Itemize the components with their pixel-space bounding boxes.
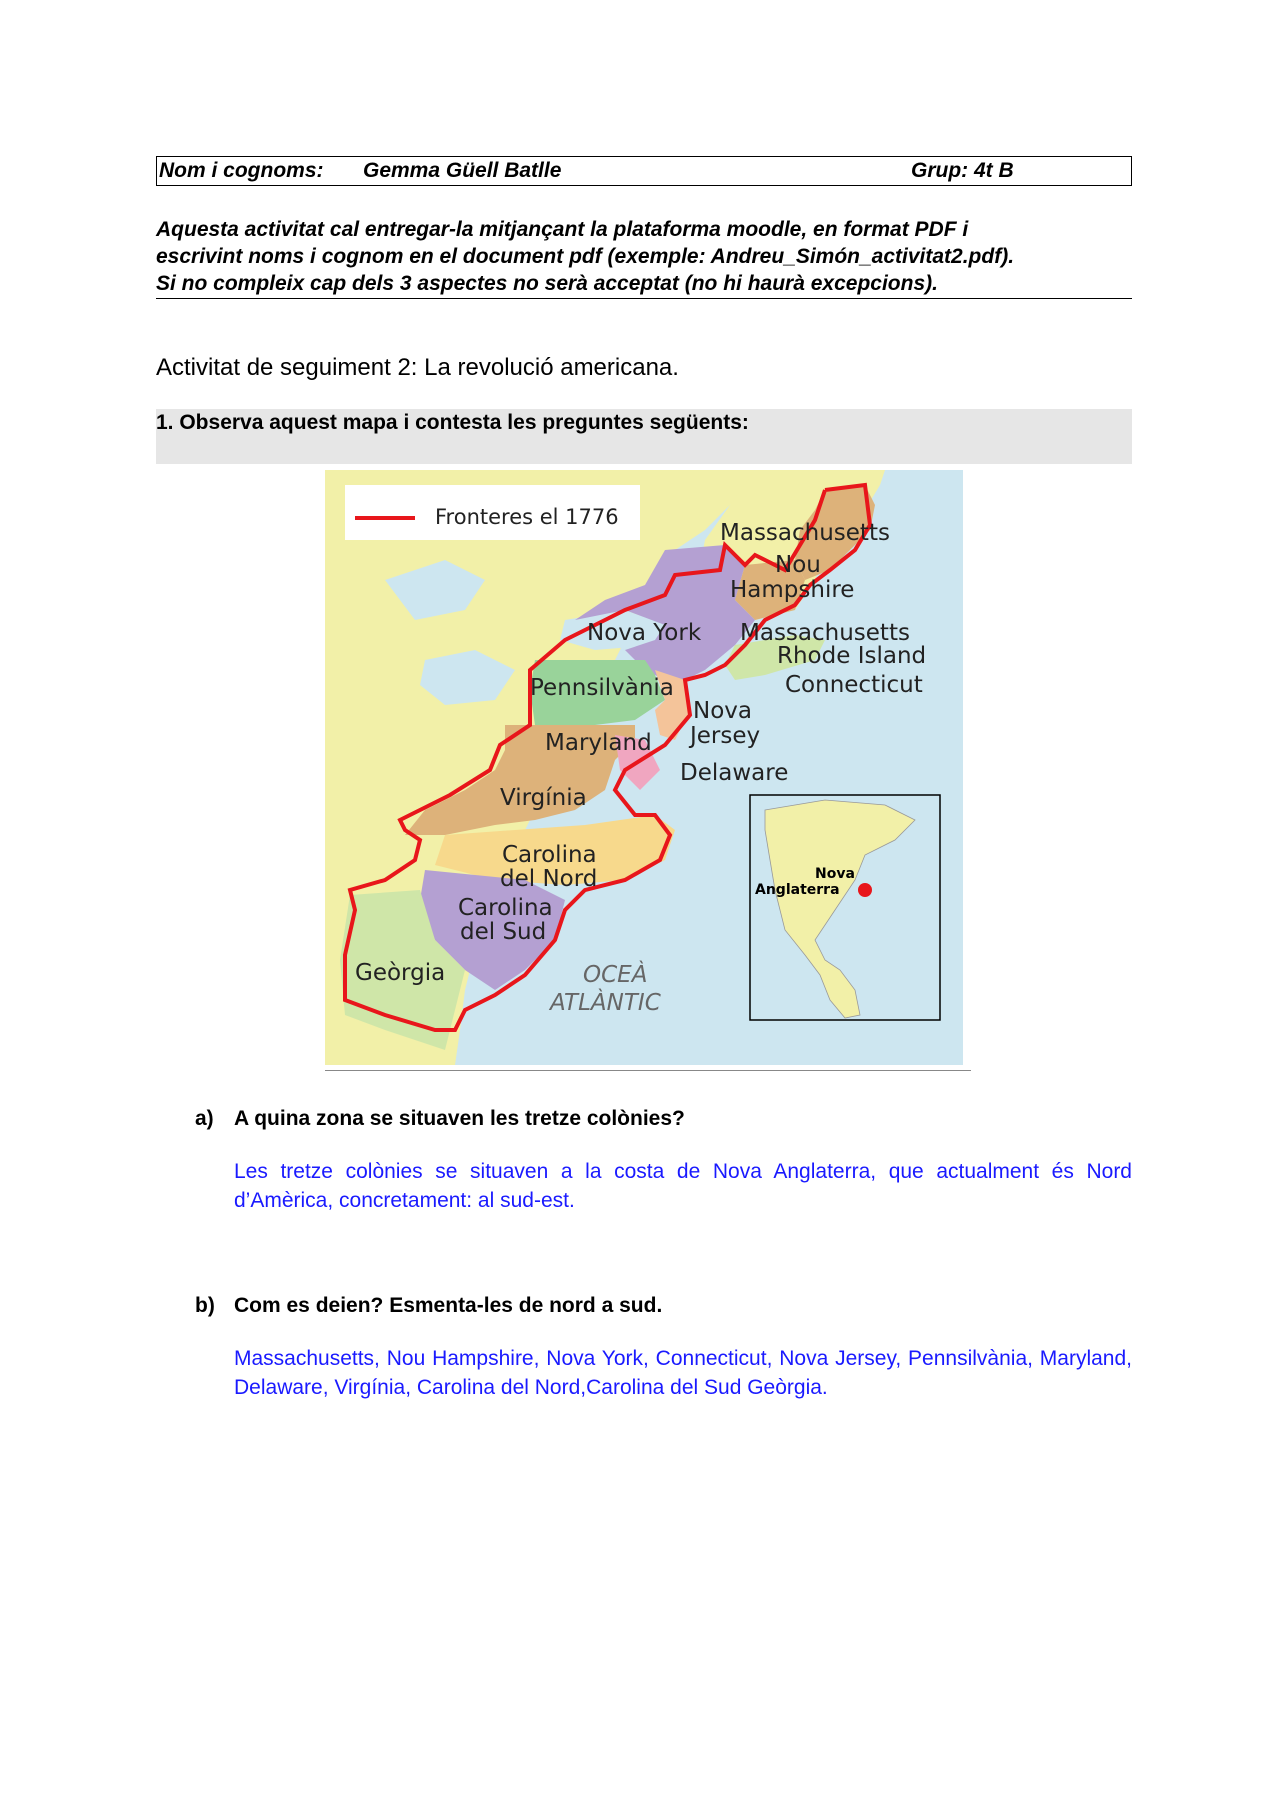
question-b: Com es deien? Esmenta-les de nord a sud.: [234, 1294, 663, 1317]
inset-marker: [858, 883, 872, 897]
question-b-letter: b): [195, 1294, 215, 1317]
map-label-maryland: Maryland: [545, 730, 652, 756]
map-label-carolina-nord-2: del Nord: [500, 866, 598, 892]
map-label-nova-york: Nova York: [587, 620, 702, 646]
map-label-ocea: OCEÀ: [583, 962, 648, 988]
instructions-line: Aquesta activitat cal entregar-la mitjançant la plataforma moodle, en format PDF i: [156, 218, 969, 241]
map-label-carolina-sud-2: del Sud: [460, 919, 547, 945]
map-label-delaware: Delaware: [680, 760, 789, 786]
map-label-hampshire: Hampshire: [730, 577, 855, 603]
map-label-nou: Nou: [775, 552, 821, 578]
inset-label-anglaterra: Anglaterra: [755, 882, 840, 898]
instructions-line: Si no compleix cap dels 3 aspectes no serà acceptat (no hi haurà excepcions).: [156, 272, 938, 295]
activity-title: Activitat de seguiment 2: La revolució americana.: [156, 354, 679, 381]
student-header-box: [156, 156, 1132, 186]
map-label-rhode-island: Rhode Island: [777, 643, 927, 669]
map-label-virginia: Virgínia: [500, 785, 587, 811]
instructions-divider: [156, 298, 1132, 299]
map-svg: [325, 470, 963, 1065]
map-label-connecticut: Connecticut: [785, 672, 923, 698]
name-label: Nom i cognoms:: [159, 159, 324, 182]
answer-a: Les tretze colònies se situaven a la costa de Nova Anglaterra, que actualment és Nord d’Amèrica, concretament: al sud-est.: [234, 1160, 1132, 1212]
question-1: 1. Observa aquest mapa i contesta les preguntes següents:: [156, 411, 749, 434]
map-label-atlantic: ATLÀNTIC: [550, 990, 661, 1016]
map-label-massachusetts-north: Massachusetts: [720, 520, 890, 546]
map-label-georgia: Geòrgia: [355, 960, 446, 986]
inset-label-nova: Nova: [815, 866, 855, 882]
map-label-massachusetts: Massachusetts: [740, 620, 910, 646]
answer-b: Massachusetts, Nou Hampshire, Nova York, Connecticut, Nova Jersey, Pennsilvània, Maryland, Delaware, Virgínia, Carolina del Nord,Carolina del Sud Geòrgia.: [234, 1347, 1132, 1399]
map-label-jersey: Jersey: [690, 723, 761, 749]
submission-instructions: [156, 216, 1132, 297]
map-caption-rule: [325, 1070, 971, 1071]
instructions-line: escrivint noms i cognom en el document pdf (exemple: Andreu_Simón_activitat2.pdf).: [156, 245, 1015, 268]
map-label-nova: Nova: [693, 698, 752, 724]
map-label-carolina-sud-1: Carolina: [458, 895, 553, 921]
map-label-pennsilvania: Pennsilvània: [530, 675, 674, 701]
legend-label: Fronteres el 1776: [435, 505, 619, 529]
thirteen-colonies-map: [325, 470, 963, 1065]
question-a: A quina zona se situaven les tretze colònies?: [234, 1107, 685, 1130]
group-label: Grup: 4t B: [911, 159, 1014, 182]
question-a-letter: a): [195, 1107, 214, 1130]
map-label-carolina-nord-1: Carolina: [502, 842, 597, 868]
student-name: Gemma Güell Batlle: [363, 159, 562, 182]
